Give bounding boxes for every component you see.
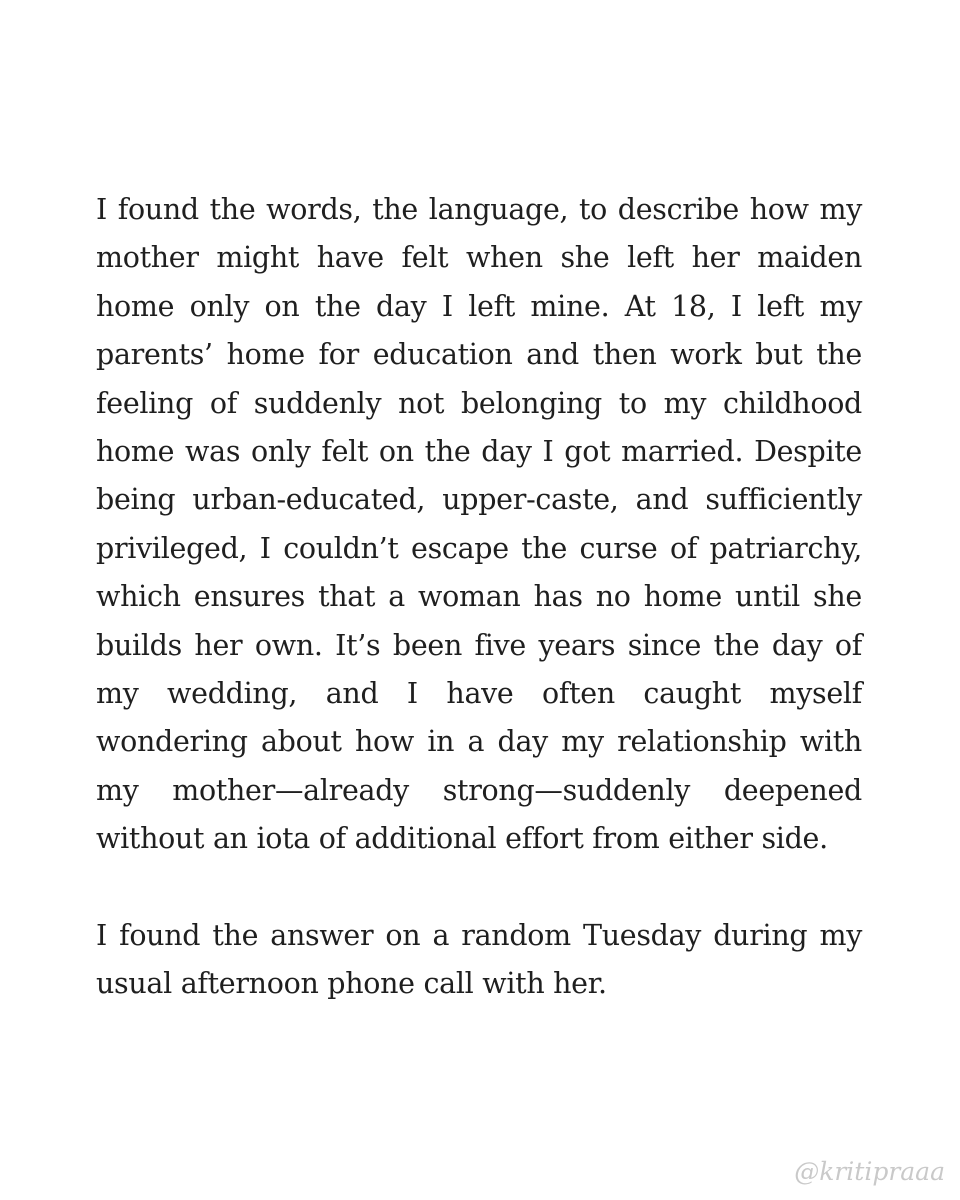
paragraph-1: I found the words, the language, to describe how my mother might have felt when she left her maiden home only on the day I left mine. At 18, I left my parents’ home for education and then work but the feeling of suddenly not belonging to my childhood home was only felt on the day I got married. Despite being urban-educated, upper-caste, and sufficiently privileged, I couldn’t escape the curse of patriarchy, which ensures that a woman has no home until she builds her own. It’s been five years since the day of my wedding, and I have often caught myself wondering about how in a day my relationship with my mother—already strong—suddenly deepened without an iota of additional effort from either side.: [96, 193, 862, 856]
text-body: [96, 186, 862, 1009]
author-handle-watermark: @kritipraaa: [794, 1157, 945, 1186]
paragraph-2: I found the answer on a random Tuesday during my usual afternoon phone call with her.: [96, 918, 862, 1001]
